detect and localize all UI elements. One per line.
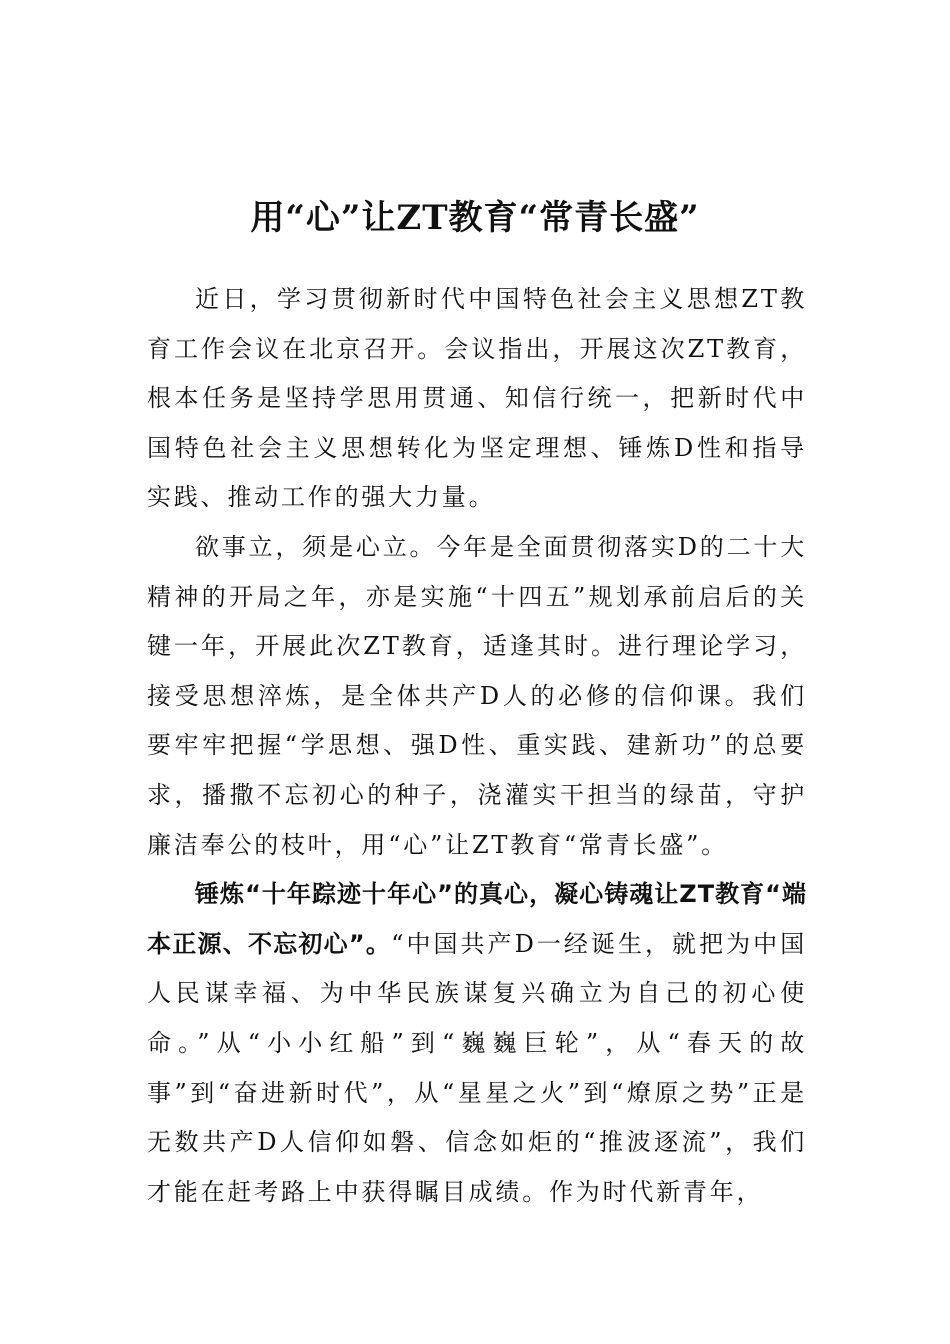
- paragraph-3: [147, 870, 807, 1217]
- paragraph-1-text: 近日，学习贯彻新时代中国特色社会主义思想ZT教育工作会议在北京召开。会议指出，开展这次ZT教育，根本任务是坚持学思用贯通、知信行统一，把新时代中国特色社会主义思想转化为坚定理想、锤炼D性和指导实践、推动工作的强大力量。: [147, 285, 807, 512]
- paragraph-3-lead: 锤炼“十年踪迹十年心”的真心，凝心铸魂让ZT教育“端本正源、不忘初心”。: [147, 880, 807, 958]
- paragraph-2: [147, 523, 807, 870]
- paragraph-1: [147, 275, 807, 523]
- paragraph-3-text: “中国共产D一经诞生，就把为中国人民谋幸福、为中华民族谋复兴确立为自己的初心使命。”从“小小红船”到“巍巍巨轮”，从“春天的故事”到“奋进新时代”，从“星星之火”到“燎原之势”正是无数共产D人信仰如磐、信念如炬的“推波逐流”，我们才能在赶考路上中获得瞩目成绩。作为时代新青年，: [147, 929, 807, 1206]
- document-title: 用“心”让ZT教育“常青长盛”: [250, 197, 700, 238]
- paragraph-2-text: 欲事立，须是心立。今年是全面贯彻落实D的二十大精神的开局之年，亦是实施“十四五”规划承前启后的关键一年，开展此次ZT教育，适逢其时。进行理论学习，接受思想淬炼，是全体共产D人的必修的信仰课。我们要牢牢把握“学思想、强D性、重实践、建新功”的总要求，播撒不忘初心的种子，浇灌实干担当的绿苗，守护廉洁奉公的枝叶，用“心”让ZT教育“常青长盛”。: [147, 532, 807, 859]
- document-body: [147, 275, 807, 1217]
